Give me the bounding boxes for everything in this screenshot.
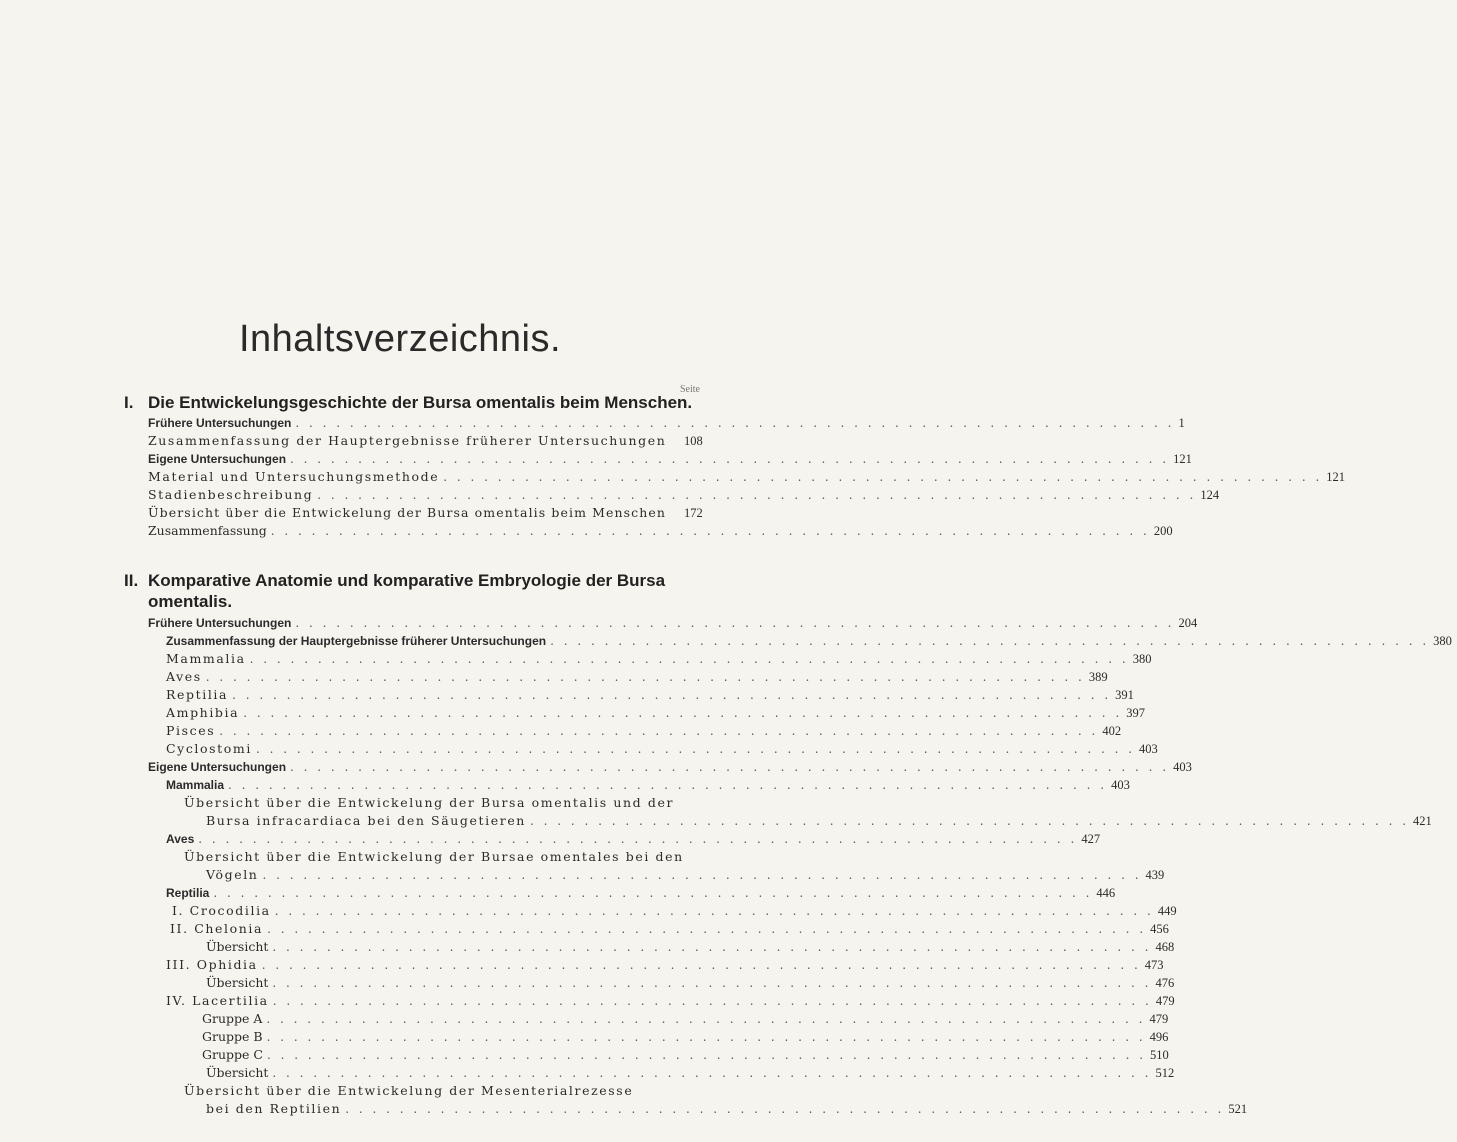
toc-entry[interactable] xyxy=(148,486,1220,504)
entry-page: 172 xyxy=(684,506,703,520)
toc-entry-line1[interactable]: Übersicht über die Entwickelung der Bursae omentales bei den xyxy=(184,849,684,864)
entry-page: 1 xyxy=(1178,416,1185,430)
entry-label: Gruppe A xyxy=(202,1011,263,1026)
entry-page: 403 xyxy=(1111,778,1130,792)
section-number: I. xyxy=(124,393,134,412)
toc-entry[interactable] xyxy=(172,902,1177,920)
entry-label: Eigene Untersuchungen xyxy=(148,452,287,466)
toc-entry[interactable] xyxy=(148,414,1185,432)
entry-label: Reptilia xyxy=(166,687,229,702)
leader-dots: . . . . . . . . . . . . . . . . . . . . . . . . . . . . . . . . . . . . . . . . . . . . . . . . . . . . . . . . . . . . . . . . . xyxy=(261,958,1141,972)
entry-label: III. Ophidia xyxy=(166,957,258,972)
toc-entry[interactable] xyxy=(166,668,1108,686)
leader-dots: . . . . . . . . . . . . . . . . . . . . . . . . . . . . . . . . . . . . . . . . . . . . . . . . . . . . . . . . . . . . . . . . . xyxy=(550,634,1430,648)
entry-label: Übersicht xyxy=(206,939,269,954)
toc-entry[interactable] xyxy=(202,1028,1169,1046)
toc-entry[interactable] xyxy=(166,722,1122,740)
leader-dots: . . . . . . . . . . . . . . . . . . . . . . . . . . . . . . . . . . . . . . . . . . . . . . . . . . . . . . . . . . . . . . . . . xyxy=(272,1066,1152,1080)
leader-dots: . . . . . . . . . . . . . . . . . . . . . . . . . . . . . . . . . . . . . . . . . . . . . . . . . . . . . . . . . . . . . . . . . xyxy=(266,1048,1147,1062)
leader-dots: . . . . . . . . . . . . . . . . . . . . . . . . . . . . . . . . . . . . . . . . . . . . . . . . . . . . . . . . . . . . . . . . . xyxy=(243,706,1123,720)
entry-label: Zusammenfassung xyxy=(148,523,267,538)
leader-dots: . . . . . . . . . . . . . . . . . . . . . . . . . . . . . . . . . . . . . . . . . . . . . . . . . . . . . . . . . . . . . . . . . xyxy=(529,814,1410,828)
toc-entry[interactable] xyxy=(202,1010,1169,1028)
entry-label: Mammalia xyxy=(166,651,246,666)
toc-entry[interactable] xyxy=(206,938,1175,956)
entry-page: 427 xyxy=(1081,832,1101,846)
section-number: II. xyxy=(124,571,139,590)
entry-page: 456 xyxy=(1150,922,1169,936)
leader-dots: . . . . . . . . . . . . . . . . . . . . . . . . . . . . . . . . . . . . . . . . . . . . . . . . . . . . . . . . . . . . . . . . . xyxy=(198,832,1078,846)
leader-dots: . . . . . . . . . . . . . . . . . . . . . . . . . . . . . . . . . . . . . . . . . . . . . . . . . . . . . . . . . . . . . . . . . xyxy=(295,616,1175,630)
page-column-label: Seite xyxy=(680,384,700,395)
entry-label: Pisces xyxy=(166,723,216,738)
entry-page: 200 xyxy=(1153,524,1173,538)
section-heading-1 xyxy=(124,392,708,413)
entry-label: Aves xyxy=(166,832,195,846)
leader-dots: . . . . . . . . . . . . . . . . . . . . . . . . . . . . . . . . . . . . . . . . . . . . . . . . . . . . . . . . . . . . . . . . . xyxy=(255,742,1136,756)
section-title-cont: omentalis. xyxy=(148,592,233,611)
entry-page: 449 xyxy=(1157,904,1177,918)
entry-label: Gruppe C xyxy=(202,1047,263,1062)
leader-dots: . . . . . . . . . . . . . . . . . . . . . . . . . . . . . . . . . . . . . . . . . . . . . . . . . . . . . . . . . . . . . . . . . xyxy=(345,1102,1225,1116)
leader-dots: . . . . . . . . . . . . . . . . . . . . . . . . . . . . . . . . . . . . . . . . . . . . . . . . . . . . . . . . . . . . . . . . . xyxy=(272,976,1152,990)
entry-label: Amphibia xyxy=(166,705,240,720)
entry-label: Stadienbeschreibung xyxy=(148,487,314,502)
entry-page: 439 xyxy=(1145,868,1165,882)
leader-dots: . . . . . . . . . . . . . . . . . . . . . . . . . . . . . . . . . . . . . . . . . . . . . . . . . . . . . . . . . . . . . . . . . xyxy=(249,652,1129,666)
leader-dots: . . . . . . . . . . . . . . . . . . . . . . . . . . . . . . . . . . . . . . . . . . . . . . . . . . . . . . . . . . . . . . . . . xyxy=(295,416,1175,430)
toc-entry[interactable] xyxy=(206,1064,1175,1082)
leader-dots: . . . . . . . . . . . . . . . . . . . . . . . . . . . . . . . . . . . . . . . . . . . . . . . . . . . . . . . . . . . . . . . . . xyxy=(267,922,1147,936)
entry-label: Cyclostomi xyxy=(166,741,252,756)
toc-entry-line1[interactable]: Übersicht über die Entwickelung der Bursa omentalis und der xyxy=(184,795,675,810)
entry-label: Übersicht xyxy=(206,1065,269,1080)
entry-label: IV. Lacertilia xyxy=(166,993,269,1008)
section-heading-2 xyxy=(124,570,708,612)
toc-entry[interactable] xyxy=(166,992,1175,1010)
entry-page: 446 xyxy=(1096,886,1116,900)
toc-entry[interactable] xyxy=(166,704,1146,722)
entry-page: 468 xyxy=(1155,940,1175,954)
leader-dots: . . . . . . . . . . . . . . . . . . . . . . . . . . . . . . . . . . . . . . . . . . . . . . . . . . . . . . . . . . . . . . . . . xyxy=(262,868,1142,882)
entry-label: Mammalia xyxy=(166,778,225,792)
toc-entry[interactable] xyxy=(206,974,1175,992)
leader-dots: . . . . . . . . . . . . . . . . . . . . . . . . . . . . . . . . . . . . . . . . . . . . . . . . . . . . . . . . . . . . . . . . . xyxy=(290,452,1170,466)
toc-entry[interactable] xyxy=(148,614,1198,632)
entry-page: 403 xyxy=(1139,742,1158,756)
entry-label: Vögeln xyxy=(206,867,259,882)
leader-dots: . . . . . . . . . . . . . . . . . . . . . . . . . . . . . . . . . . . . . . . . . . . . . . . . . . . . . . . . . . . . . . . . . xyxy=(270,524,1150,538)
toc-entry[interactable] xyxy=(206,866,1165,884)
entry-page: 496 xyxy=(1149,1030,1169,1044)
entry-page: 479 xyxy=(1155,994,1175,1008)
entry-page: 510 xyxy=(1150,1048,1169,1062)
entry-label: Bursa infracardiaca bei den Säugetieren xyxy=(206,813,526,828)
toc-entry[interactable] xyxy=(166,632,1452,650)
entry-page: 476 xyxy=(1155,976,1175,990)
section-title: Komparative Anatomie und komparative Embryologie der Bursa xyxy=(148,571,666,590)
entry-page: 473 xyxy=(1144,958,1164,972)
toc-entry[interactable] xyxy=(148,450,1192,468)
entry-label: Übersicht xyxy=(206,975,269,990)
leader-dots: . . . . . . . . . . . . . . . . . . . . . . . . . . . . . . . . . . . . . . . . . . . . . . . . . . . . . . . . . . . . . . . . . xyxy=(266,1030,1146,1044)
entry-page: 512 xyxy=(1155,1066,1175,1080)
section-title: Die Entwickelungsgeschichte der Bursa omentalis beim Menschen. xyxy=(148,393,693,412)
entry-page: 421 xyxy=(1413,814,1432,828)
entry-label: Zusammenfassung der Hauptergebnisse früherer Untersuchungen xyxy=(148,433,667,448)
leader-dots: . . . . . . . . . . . . . . . . . . . . . . . . . . . . . . . . . . . . . . . . . . . . . . . . . . . . . . . . . . . . . . . . . xyxy=(205,670,1085,684)
entry-page: 403 xyxy=(1173,760,1192,774)
entry-page: 402 xyxy=(1102,724,1122,738)
entry-label: II. Chelonia xyxy=(170,921,264,936)
entry-page: 521 xyxy=(1228,1102,1248,1116)
toc-entry[interactable] xyxy=(148,432,708,450)
leader-dots: . . . . . . . . . . . . . . . . . . . . . . . . . . . . . . . . . . . . . . . . . . . . . . . . . . . . . . . . . . . . . . . . . xyxy=(213,886,1093,900)
leader-dots: . . . . . . . . . . . . . . . . . . . . . . . . . . . . . . . . . . . . . . . . . . . . . . . . . . . . . . . . . . . . . . . . . xyxy=(317,488,1197,502)
leader-dots: . . . . . . . . . . . . . . . . . . . . . . . . . . . . . . . . . . . . . . . . . . . . . . . . . . . . . . . . . . . . . . . . . xyxy=(274,904,1154,918)
entry-page: 108 xyxy=(684,434,703,448)
entry-label: Übersicht über die Entwickelung der Bursa omentalis beim Menschen xyxy=(148,505,667,520)
toc-entry[interactable] xyxy=(148,522,1173,540)
entry-label: Eigene Untersuchungen xyxy=(148,760,287,774)
toc-entry[interactable] xyxy=(206,812,1432,830)
leader-dots: . . . . . . . . . . . . . . . . . . . . . . . . . . . . . . . . . . . . . . . . . . . . . . . . . . . . . . . . . . . . . . . . . xyxy=(443,470,1323,484)
toc-entry[interactable] xyxy=(148,504,708,522)
entry-page: 479 xyxy=(1149,1012,1169,1026)
toc-entry-line1[interactable]: Übersicht über die Entwickelung der Mesenterialrezesse xyxy=(184,1083,634,1098)
entry-label: Frühere Untersuchungen xyxy=(148,616,292,630)
leader-dots: . . . . . . . . . . . . . . . . . . . . . . . . . . . . . . . . . . . . . . . . . . . . . . . . . . . . . . . . . . . . . . . . . xyxy=(272,940,1152,954)
entry-page: 389 xyxy=(1088,670,1108,684)
toc-entry[interactable] xyxy=(148,758,1192,776)
leader-dots: . . . . . . . . . . . . . . . . . . . . . . . . . . . . . . . . . . . . . . . . . . . . . . . . . . . . . . . . . . . . . . . . . xyxy=(272,994,1152,1008)
toc-entry[interactable] xyxy=(166,740,1158,758)
entry-page: 121 xyxy=(1326,470,1346,484)
leader-dots: . . . . . . . . . . . . . . . . . . . . . . . . . . . . . . . . . . . . . . . . . . . . . . . . . . . . . . . . . . . . . . . . . xyxy=(290,760,1170,774)
entry-label: Gruppe B xyxy=(202,1029,263,1044)
entry-label: Frühere Untersuchungen xyxy=(148,416,292,430)
entry-page: 380 xyxy=(1132,652,1152,666)
entry-label: Zusammenfassung der Hauptergebnisse früherer Untersuchungen xyxy=(166,634,547,648)
page-title: Inhaltsverzeichnis. xyxy=(238,318,562,360)
toc-entry[interactable] xyxy=(166,776,1130,794)
toc-entry[interactable] xyxy=(206,1100,1248,1118)
toc-entry[interactable] xyxy=(148,468,1346,486)
leader-dots: . . . . . . . . . . . . . . . . . . . . . . . . . . . . . . . . . . . . . . . . . . . . . . . . . . . . . . . . . . . . . . . . . xyxy=(219,724,1099,738)
toc-entry[interactable] xyxy=(166,830,1101,848)
leader-dots: . . . . . . . . . . . . . . . . . . . . . . . . . . . . . . . . . . . . . . . . . . . . . . . . . . . . . . . . . . . . . . . . . xyxy=(232,688,1112,702)
entry-label: I. Crocodilia xyxy=(172,903,271,918)
entry-page: 121 xyxy=(1173,452,1192,466)
toc-entry[interactable] xyxy=(166,884,1116,902)
entry-page: 391 xyxy=(1115,688,1134,702)
toc-entry[interactable] xyxy=(166,650,1152,668)
toc-entry[interactable] xyxy=(170,920,1169,938)
entry-label: Material und Untersuchungsmethode xyxy=(148,469,440,484)
toc-entry[interactable] xyxy=(202,1046,1169,1064)
entry-label: Reptilia xyxy=(166,886,210,900)
entry-label: bei den Reptilien xyxy=(206,1101,342,1116)
entry-page: 204 xyxy=(1178,616,1198,630)
entry-page: 380 xyxy=(1433,634,1452,648)
entry-page: 124 xyxy=(1200,488,1220,502)
toc-entry[interactable] xyxy=(166,686,1134,704)
entry-label: Aves xyxy=(166,669,202,684)
entry-page: 397 xyxy=(1126,706,1146,720)
leader-dots: . . . . . . . . . . . . . . . . . . . . . . . . . . . . . . . . . . . . . . . . . . . . . . . . . . . . . . . . . . . . . . . . . xyxy=(266,1012,1146,1026)
toc-entry[interactable] xyxy=(166,956,1164,974)
leader-dots: . . . . . . . . . . . . . . . . . . . . . . . . . . . . . . . . . . . . . . . . . . . . . . . . . . . . . . . . . . . . . . . . . xyxy=(228,778,1108,792)
